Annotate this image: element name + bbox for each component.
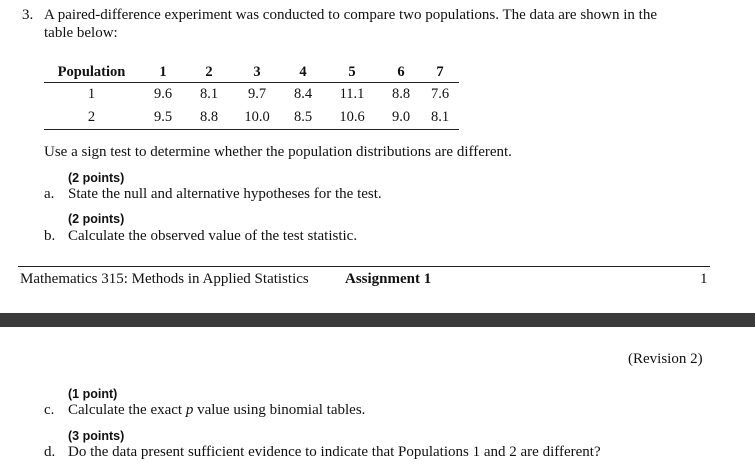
table-cell: 9.6 — [153, 86, 173, 102]
table-header-label: Population — [44, 62, 139, 83]
table-cell: 8.5 — [283, 106, 323, 130]
part-b-letter: b. — [44, 228, 56, 244]
row-label: 2 — [44, 106, 139, 130]
footer-divider — [18, 266, 710, 267]
part-c-text-after: value using binomial tables. — [193, 402, 366, 418]
table-cell: 8.1 — [421, 106, 459, 130]
part-b-points: (2 points) — [68, 212, 125, 226]
p-variable: p — [185, 402, 194, 418]
revision-label: (Revision 2) — [628, 351, 703, 367]
table-cell: 8.8 — [391, 86, 411, 102]
table-column-header: 6 — [381, 62, 421, 83]
table-cell: 8.8 — [187, 106, 231, 130]
part-a-text: State the null and alternative hypotheses for the test. — [68, 186, 382, 202]
table-row — [44, 83, 459, 107]
data-table — [44, 62, 459, 130]
table-cell: 8.1 — [199, 86, 219, 102]
table-cell: 8.4 — [293, 86, 313, 102]
table-cell: 11.1 — [339, 86, 365, 102]
part-a-points: (2 points) — [68, 171, 125, 185]
table-cell: 9.5 — [139, 106, 187, 130]
part-b-text: Calculate the observed value of the test statistic. — [68, 228, 358, 244]
table-cell: 7.6 — [430, 86, 450, 102]
table-cell: 10.6 — [323, 106, 381, 130]
table-cell: 9.0 — [381, 106, 421, 130]
table-row — [44, 106, 459, 130]
table-column-header: 2 — [187, 62, 231, 83]
footer-course: Mathematics 315: Methods in Applied Statistics — [20, 271, 309, 287]
table-column-header: 7 — [421, 62, 459, 83]
part-d-points: (3 points) — [68, 429, 125, 443]
page-break-bar — [0, 313, 755, 327]
instruction-text: Use a sign test to determine whether the population distributions are different. — [44, 144, 512, 160]
row-label: 1 — [87, 86, 96, 102]
part-a-letter: a. — [44, 186, 55, 202]
part-c-text — [68, 402, 365, 419]
part-c-points: (1 point) — [68, 387, 118, 401]
question-text-line2: table below: — [44, 25, 118, 41]
part-c-text-before: Calculate the exact — [68, 402, 186, 418]
table-column-header: 4 — [283, 62, 323, 83]
question-text-line1: A paired-difference experiment was conducted to compare two populations. The data are shown in the — [44, 7, 657, 23]
footer-assignment: Assignment 1 — [345, 271, 432, 287]
table-column-header: 1 — [139, 62, 187, 83]
part-d-letter: d. — [44, 444, 56, 460]
part-c-letter: c. — [44, 402, 55, 418]
table-cell: 10.0 — [231, 106, 283, 130]
table-header-row — [44, 62, 459, 83]
footer-page-number: 1 — [700, 271, 708, 287]
table-cell: 9.7 — [247, 86, 267, 102]
table-column-header: 3 — [231, 62, 283, 83]
part-d-text: Do the data present sufficient evidence to indicate that Populations 1 and 2 are different? — [68, 444, 601, 460]
table-column-header: 5 — [323, 62, 381, 83]
question-number: 3. — [22, 7, 34, 23]
